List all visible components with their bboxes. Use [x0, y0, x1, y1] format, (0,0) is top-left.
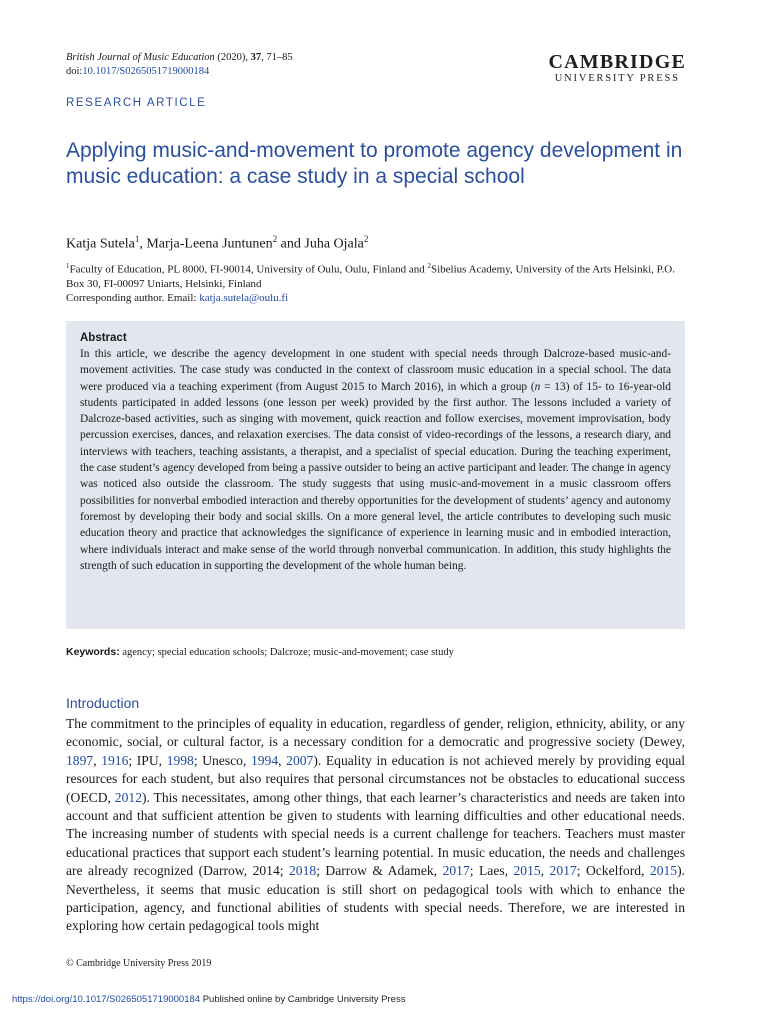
author-name: Katja Sutela	[66, 236, 135, 252]
body-text: ; Darrow & Adamek,	[316, 863, 443, 879]
footer-published-text: Published online by Cambridge University Press	[200, 994, 406, 1005]
author-affiliation-marker: 2	[363, 234, 369, 244]
affiliation-text: Sibelius Academy, University of the Arts Helsinki, P.O. Box 30, FI-00097 Uniarts, Helsinki, Finland	[66, 263, 676, 290]
abstract-heading: Abstract	[80, 332, 127, 344]
body-text: ). Nevertheless, it seems that music education is still short on pedagogical tools with which to enhance the participation, agency, and functional abilities of students with special needs. Therefore, we are interested in exploring how certain pedagogical tools might	[66, 863, 686, 934]
keywords-list: agency; special education schools; Dalcroze; music-and-movement; case study	[119, 647, 454, 658]
cambridge-logo	[549, 52, 686, 86]
body-text: ; Unesco,	[193, 752, 251, 768]
citation-link[interactable]: 1897	[66, 752, 94, 768]
section-heading-introduction: Introduction	[66, 695, 140, 711]
affiliation-marker: 1	[66, 262, 70, 270]
affiliation-text: Faculty of Education, PL 8000, FI-90014, University of Oulu, Oulu, Finland and	[69, 263, 428, 276]
affiliation-marker: 2	[427, 262, 431, 270]
abstract-box	[66, 321, 685, 629]
abstract-n-symbol: n	[534, 380, 541, 393]
author-affiliation-marker: 1	[134, 234, 140, 244]
citation-link[interactable]: 1998	[166, 752, 194, 768]
body-text: ). This necessitates, among other things, that each learner’s characteristics and needs are taken into account and that sufficient attention be given to students with learning difficulties and other educational needs. The increasing number of students with special needs is a current challenge for teachers. Teachers must master educational practices that support each student’s learning potential. In music education, the needs and challenges are already recognized (Darrow, 2014;	[66, 789, 685, 879]
introduction-paragraph	[66, 715, 685, 936]
author-affiliation-marker: 2	[272, 234, 278, 244]
doi-label: doi:	[66, 66, 83, 77]
body-text: ,	[93, 752, 102, 768]
article-type-label: RESEARCH ARTICLE	[66, 97, 207, 109]
body-text: ,	[278, 752, 287, 768]
journal-name: British Journal of Music Education	[66, 52, 215, 63]
citation-link[interactable]: 2018	[289, 863, 317, 879]
citation-link[interactable]: 2007	[286, 752, 314, 768]
logo-line-1: CAMBRIDGE	[548, 51, 686, 73]
author-separator: and	[277, 236, 305, 252]
page-footer	[12, 994, 405, 1005]
author-name: Juha Ojala	[304, 236, 364, 252]
body-text: The commitment to the principles of equality in education, regardless of gender, religion, ethnicity, ability, or any economic, social, or cultural factor, is a necessary condition for a democratic and progressive society (Dewey,	[66, 716, 685, 750]
keywords	[66, 645, 454, 660]
citation-link[interactable]: 2015	[513, 863, 541, 879]
body-text: ). Equality in education is not achieved merely by providing equal resources for each student, but also requires that personal circumstances not be obstacles to educational success (OECD,	[66, 752, 685, 805]
body-text: ; Laes,	[469, 863, 514, 879]
citation-link[interactable]: 2017	[442, 863, 470, 879]
citation-link[interactable]: 2012	[114, 789, 142, 805]
citation-link[interactable]: 2015	[649, 863, 678, 879]
corresponding-author-label: Corresponding author. Email:	[66, 291, 200, 304]
journal-citation	[66, 51, 293, 79]
abstract-text-part: In this article, we describe the agency development in one student with special needs through Dalcroze-based music-and-movement activities. The case study was conducted in the context of classroom music education in a special school. The data were produced via a teaching experiment (from August 2015 to March 2016), in which a group (	[80, 348, 671, 393]
author-list	[66, 230, 368, 254]
journal-pages: , 71–85	[261, 52, 293, 63]
logo-line-2: UNIVERSITY PRESS	[554, 73, 680, 84]
abstract-text-part: = 13) of 15- to 16-year-old students participated in added lessons (one lesson per week) provided by the first author. The lessons included a variety of Dalcroze-based activities, such as singing with movement, quick reaction and follow exercises, movement improvisation, body percussion exercises, dances, and relaxation exercises. The data consist of video-recordings of the lessons, a research diary, and interviews with teachers, teaching assistants, a therapist, and a specialist of special education. During the teaching experiment, the case student’s agency developed from being a passive outsider to being an active participant and leader. The change in agency was noticed also outside the classroom. The study suggests that using music-and-movement in a music classroom offers possibilities for nonverbal embodied interaction and thereby opportunities for the development of students’ agency and autonomy foremost by developing their body and social skills. On a more general level, the article contributes to developing such music education theory and practice that acknowledges the significance of experience in learning music and in embodied interaction, where individuals interact and make sense of the world through nonverbal communication. In addition, this study highlights the strength of such education in supporting the development of the whole human being.	[80, 380, 671, 572]
body-text: ; Ockelford,	[576, 863, 650, 879]
footer-doi-link[interactable]: https://doi.org/10.1017/S0265051719000184	[12, 994, 201, 1005]
author-separator: ,	[139, 236, 147, 252]
keywords-label: Keywords:	[66, 646, 120, 658]
author-email-link[interactable]: katja.sutela@oulu.fi	[199, 291, 289, 304]
author-name: Marja-Leena Juntunen	[146, 236, 273, 252]
citation-link[interactable]: 2017	[549, 863, 577, 879]
copyright-notice: © Cambridge University Press 2019	[66, 958, 212, 969]
journal-year: (2020),	[214, 52, 251, 63]
doi-link[interactable]: 10.1017/S0265051719000184	[82, 66, 210, 77]
article-title: Applying music-and-movement to promote agency development in music education: a case study in a special school	[66, 139, 683, 188]
citation-link[interactable]: 1994	[250, 752, 279, 768]
affiliations	[66, 259, 690, 305]
journal-volume: 37	[250, 52, 262, 63]
abstract-text	[80, 346, 671, 574]
citation-link[interactable]: 1916	[101, 752, 129, 768]
body-text: ; IPU,	[128, 752, 167, 768]
body-text: ,	[540, 863, 550, 879]
